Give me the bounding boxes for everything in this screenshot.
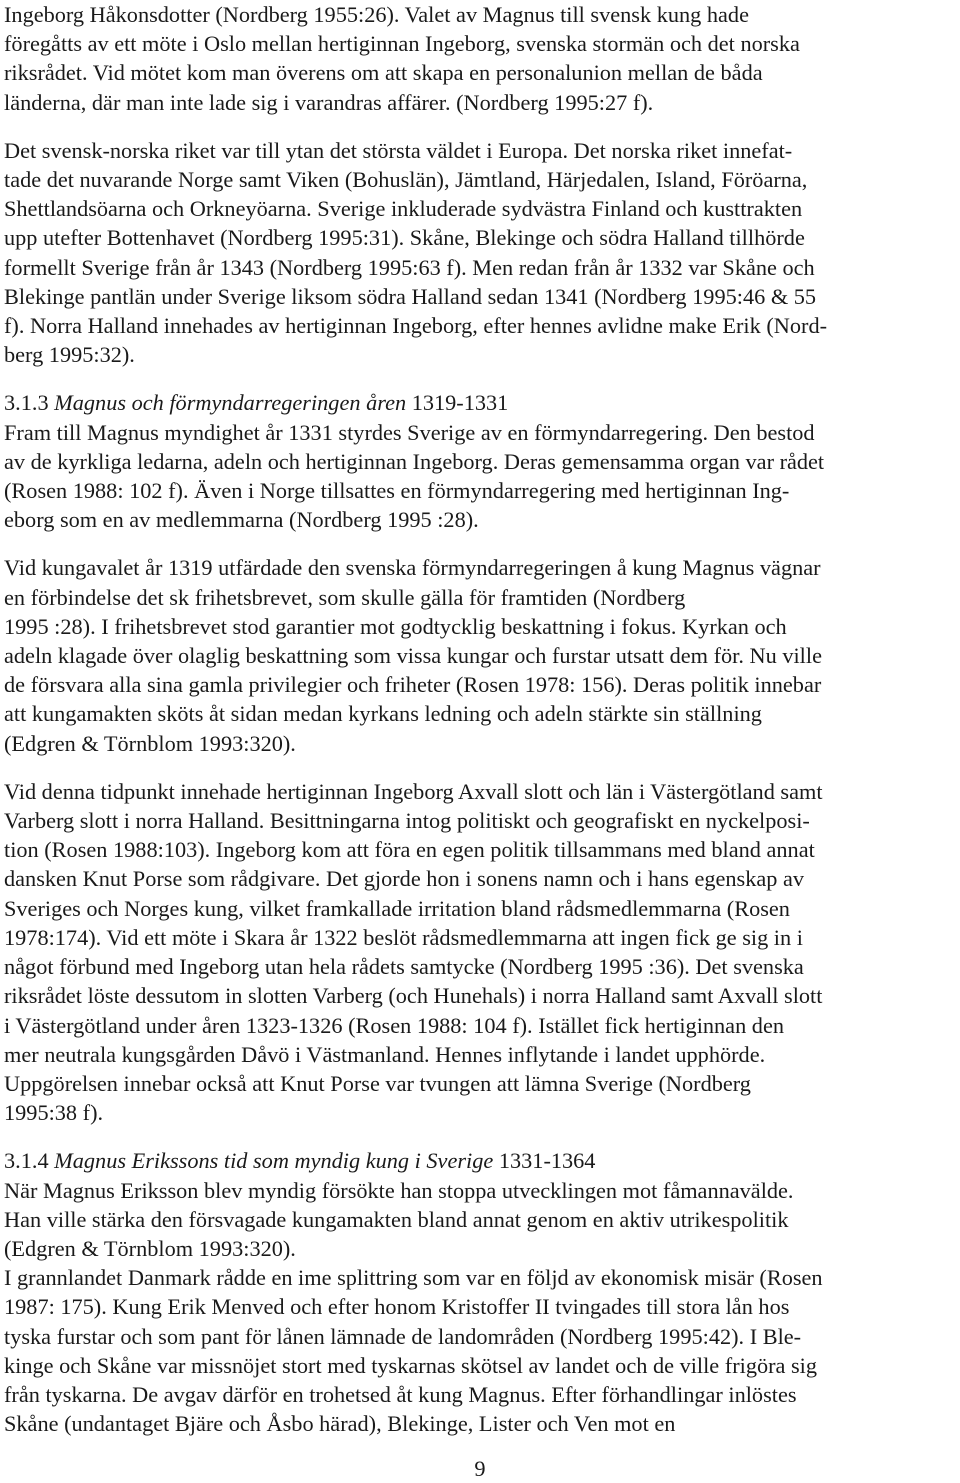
text-line: tyska furstar och som pant för lånen lämnade de landområden (Nordberg 1995:42). I Ble- [4, 1323, 802, 1349]
heading-title: Magnus och förmyndarregeringen åren [54, 390, 407, 416]
text-line: tade det nuvarande Norge samt Viken (Bohuslän), Jämtland, Härjedalen, Island, Föröarna, [4, 167, 808, 193]
text-line: adeln klagade över olaglig beskattning som vissa kungar och furstar utsatt dem för. Nu ville [4, 643, 822, 669]
paragraph-gap [4, 117, 956, 136]
text-line: 1995:38 f). [4, 1100, 104, 1126]
heading-title: Magnus Erikssons tid som myndig kung i Sverige [54, 1148, 494, 1174]
text-line: tion (Rosen 1988:103). Ingeborg kom att föra en egen politik tillsammans med bland annat [4, 837, 815, 863]
text-line: från tyskarna. De avgav därför en trohetsed åt kung Magnus. Efter förhandlingar inlöstes [4, 1381, 797, 1407]
text-line: av de kyrkliga ledarna, adeln och hertiginnan Ingeborg. Deras gemensamma organ var rådet [4, 448, 825, 474]
heading-number: 3.1.4 [4, 1148, 49, 1174]
paragraph-gap [4, 369, 956, 388]
text-line: (Edgren & Törnblom 1993:320). [4, 730, 296, 756]
text-line: Fram till Magnus myndighet år 1331 styrdes Sverige av en förmyndarregering. Den bestod [4, 419, 815, 445]
text-line: riksrådet. Vid mötet kom man överens om att skapa en personalunion mellan de båda [4, 60, 763, 86]
paragraph-personal-union [4, 0, 956, 117]
text-line: att kungamakten sköts åt sidan medan kyrkans ledning och adeln stärkte sin ställning [4, 701, 762, 727]
text-line: Ingeborg Håkonsdotter (Nordberg 1955:26). Valet av Magnus till svensk kung hade [4, 2, 749, 27]
text-line: När Magnus Eriksson blev myndig försökte han stoppa utvecklingen mot fåmannavälde. [4, 1177, 794, 1203]
text-line: Sveriges och Norges kung, vilket framkallade irritation bland rådsmedlemmarna (Rosen [4, 895, 790, 921]
paragraph-gap [4, 534, 956, 553]
paragraph-swedish-norwegian-realm [4, 136, 956, 370]
text-line: riksrådet löste dessutom in slotten Varberg (och Hunehals) i norra Halland samt Axvall slott [4, 983, 823, 1009]
text-line: Varberg slott i norra Halland. Besittningarna intog politiskt och geografiskt en nyckelposi- [4, 808, 810, 834]
text-line: Han ville stärka den försvagade kungamakten bland annat genom en aktiv utrikespolitik [4, 1206, 789, 1232]
paragraph-gap [4, 1127, 956, 1146]
text-line: Vid kungavalet år 1319 utfärdade den svenska förmyndarregeringen å kung Magnus vägnar [4, 555, 821, 581]
text-line: en förbindelse det sk frihetsbrevet, som skulle gälla för framtiden (Nordberg [4, 584, 686, 610]
text-line: Vid denna tidpunkt innehade hertiginnan Ingeborg Axvall slott och län i Västergötland samt [4, 778, 823, 804]
text-line: i Västergötland under åren 1323-1326 (Rosen 1988: 104 f). Istället fick hertiginnan den [4, 1012, 784, 1038]
text-line: dansken Knut Porse som rådgivare. Det gjorde hon i sonens namn och i hans egenskap av [4, 866, 805, 892]
text-line: (Edgren & Törnblom 1993:320). [4, 1235, 296, 1261]
page-number: 9 [474, 1456, 486, 1481]
section-3-1-3 [4, 388, 956, 534]
paragraph-ingeborg-axvall [4, 777, 956, 1127]
text-line: I grannlandet Danmark rådde en ime splittring som var en följd av ekonomisk misär (Rosen [4, 1265, 823, 1291]
text-line: eborg som en av medlemmarna (Nordberg 1995 :28). [4, 507, 479, 533]
heading-years: 1331-1364 [498, 1148, 596, 1174]
text-line: formellt Sverige från år 1343 (Nordberg 1995:63 f). Men redan från år 1332 var Skåne och [4, 254, 815, 280]
heading-number: 3.1.3 [4, 390, 49, 416]
text-line: Skåne (undantaget Bjäre och Åsbo härad), Blekinge, Lister och Ven mot en [4, 1411, 676, 1437]
section-heading [4, 1146, 956, 1175]
text-line: länderna, där man inte lade sig i varandras affärer. (Nordberg 1995:27 f). [4, 89, 654, 115]
text-line: Blekinge pantlän under Sverige liksom södra Halland sedan 1341 (Nordberg 1995:46 & 55 [4, 283, 817, 309]
text-line: kinge och Skåne var missnöjet stort med tyskarnas skötsel av landet och de ville frigöra sig [4, 1352, 818, 1378]
text-line: upp utefter Bottenhavet (Nordberg 1995:31). Skåne, Blekinge och södra Halland tillhörde [4, 225, 805, 251]
text-line: berg 1995:32). [4, 342, 135, 368]
paragraph-freedom-charter [4, 553, 956, 757]
text-line: 1978:174). Vid ett möte i Skara år 1322 beslöt rådsmedlemmarna att ingen fick ge sig in i [4, 924, 803, 950]
text-line: (Rosen 1988: 102 f). Även i Norge tillsattes en förmyndarregering med hertiginnan Ing- [4, 478, 790, 504]
text-line: Uppgörelsen innebar också att Knut Porse var tvungen att lämna Sverige (Nordberg [4, 1070, 751, 1096]
text-line: 1995 :28). I frihetsbrevet stod garantier mot godtycklig beskattning i fokus. Kyrkan och [4, 613, 787, 639]
text-line: föregåtts av ett möte i Oslo mellan hertiginnan Ingeborg, svenska stormän och det norska [4, 31, 800, 57]
text-line: Shettlandsöarna och Orkneyöarna. Sverige inkluderade sydvästra Finland och kusttrakten [4, 196, 803, 222]
text-line: Det svensk-norska riket var till ytan det största väldet i Europa. Det norska riket innefat- [4, 137, 793, 163]
heading-years: 1319-1331 [411, 390, 509, 416]
document-page [4, 0, 956, 1438]
section-3-1-4 [4, 1146, 956, 1438]
text-line: de försvara alla sina gamla privilegier och friheter (Rosen 1978: 156). Deras politik innebar [4, 672, 822, 698]
section-heading [4, 388, 956, 417]
text-line: mer neutrala kungsgården Dåvö i Västmanland. Hennes inflytande i landet upphörde. [4, 1041, 766, 1067]
text-line: 1987: 175). Kung Erik Menved och efter honom Kristoffer II tvingades till stora lån hos [4, 1294, 790, 1320]
text-line: f). Norra Halland innehades av hertiginnan Ingeborg, efter hennes avlidne make Erik (Nord- [4, 313, 828, 339]
paragraph-gap [4, 758, 956, 777]
text-line: något förbund med Ingeborg utan hela rådets samtycke (Nordberg 1995 :36). Det svenska [4, 954, 804, 980]
